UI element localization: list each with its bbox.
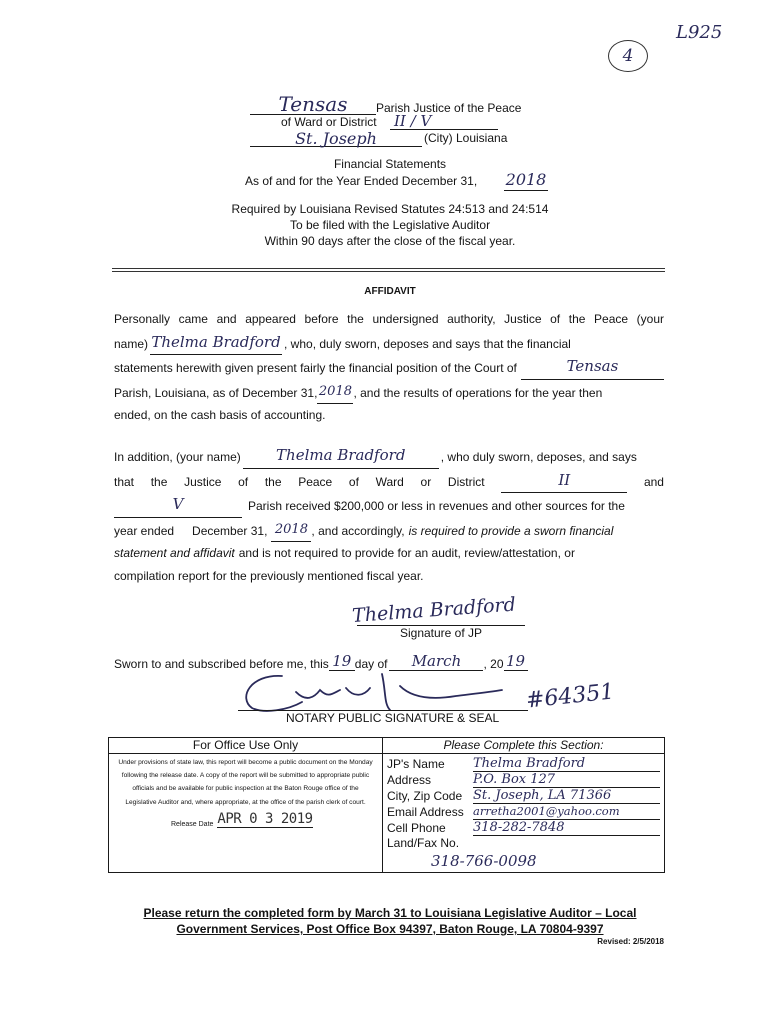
field-value: 318-282-7848: [473, 820, 660, 836]
notary-signature: [236, 668, 506, 714]
city-hw: St. Joseph: [295, 129, 377, 148]
release-row: [109, 811, 382, 828]
jp-name2-hw: Thelma Bradford: [276, 446, 406, 464]
p1-d: statements herewith given present fairly the financial position of the Court of: [114, 361, 517, 376]
notary-id: #64351: [524, 679, 616, 714]
p2-b: , who duly sworn, deposes, and says: [440, 450, 637, 464]
req-line-2: To be filed with the Legislative Auditor: [289, 218, 491, 232]
field-cell-phone: [387, 820, 660, 836]
yr-blank: [504, 652, 528, 671]
p2-line-5: [114, 542, 664, 565]
p2-and: and: [643, 474, 664, 489]
p2-line-4: [114, 518, 664, 543]
ward2-blank: [114, 493, 242, 518]
field-label: Address: [387, 772, 432, 787]
p1-b: name): [114, 336, 149, 351]
p2-word: of: [238, 474, 249, 489]
field-label: Cell Phone: [387, 820, 446, 835]
jp-name-blank: [150, 331, 282, 356]
p1-year-hw: 2018: [318, 383, 352, 399]
court-blank: [521, 355, 664, 380]
field-value: 318-766-0098: [431, 851, 537, 870]
contact-fields: [383, 754, 664, 872]
p2-word: District: [447, 474, 485, 489]
sworn-b: day of: [354, 657, 388, 671]
footer-line-1: Please return the completed form by March 31 to Louisiana Legislative Auditor – Local: [143, 906, 637, 920]
affidavit-paragraph-2: [114, 444, 664, 588]
req-line-1: Required by Louisiana Revised Statutes 24:513 and 24:514: [231, 202, 549, 216]
affidavit-title: AFFIDAVIT: [364, 286, 416, 297]
p2-word: the: [264, 474, 282, 489]
district-blank: [501, 469, 627, 494]
parish-blank: [250, 92, 376, 115]
doc-code: L925: [676, 22, 723, 43]
p2-word: Justice: [184, 474, 222, 489]
city-label: (City) Louisiana: [424, 131, 508, 145]
office-use-cell: [109, 738, 383, 873]
complete-section-title: Please Complete this Section:: [383, 738, 664, 754]
ward-blank: [390, 112, 498, 130]
court-hw: Tensas: [566, 357, 619, 376]
field-land-fax-row: [387, 852, 660, 872]
field-address: [387, 772, 660, 788]
jp-name-hw: Thelma Bradford: [151, 332, 281, 351]
field-value: arretha2001@yahoo.com: [473, 804, 660, 820]
release-label: Release Date: [171, 820, 214, 828]
p2-word: Peace: [298, 474, 333, 489]
field-city-zip: [387, 788, 660, 804]
sworn-a: Sworn to and subscribed before me, this: [114, 657, 329, 671]
jp-signature: Thelma Bradford: [351, 593, 517, 627]
fs-year-blank: [504, 170, 548, 191]
jp-signature-label: Signature of JP: [399, 626, 483, 640]
ward2-hw: V: [172, 495, 184, 514]
header-divider: [112, 268, 665, 272]
sworn-c: , 20: [483, 657, 504, 671]
p2-line-1: [114, 444, 664, 469]
office-use-text: Under provisions of state law, this report will become a public document on the Monday following the release date. A copy of the report will be submitted to appropriate public officials and be available for public inspection at the Baton Rouge office of the Legislative Auditor and, where appropriate, at the office of the parish clerk of court.: [118, 759, 373, 806]
p2-word: Ward: [375, 474, 404, 489]
field-label: Land/Fax No.: [387, 836, 460, 850]
req-line-3: Within 90 days after the close of the fiscal year.: [264, 234, 516, 248]
office-table: [108, 737, 665, 873]
p1-f: , and the results of operations for the year then: [353, 385, 603, 400]
p1-line-5: ended, on the cash basis of accounting.: [114, 408, 326, 423]
month-hw: March: [411, 652, 462, 670]
field-email: [387, 804, 660, 820]
fs-date-label: As of and for the Year Ended December 31,: [245, 174, 478, 188]
day-hw: 19: [332, 652, 352, 670]
p1-year-blank: [317, 380, 353, 405]
field-value: St. Joseph, LA 71366: [473, 788, 660, 804]
p2-g-italic: statement and affidavit: [114, 546, 235, 561]
p2-word: or: [420, 474, 432, 489]
p2-a: In addition, (your name): [114, 450, 241, 464]
p2-word: of: [348, 474, 359, 489]
release-stamp: APR 0 3 2019: [217, 810, 313, 827]
p1-e: Parish, Louisiana, as of December 31,: [114, 385, 318, 400]
p2-year-blank: [271, 518, 311, 543]
fs-year-hw: 2018: [505, 170, 547, 189]
p2-line-2: [114, 469, 664, 494]
city-blank: [250, 129, 422, 147]
p2-e: year ended: [114, 523, 175, 538]
p2-word: the: [150, 474, 168, 489]
field-label: JP's Name: [387, 756, 445, 771]
revised-date: Revised: 2/5/2018: [597, 937, 664, 946]
field-label: City, Zip Code: [387, 788, 463, 803]
ward-label: of Ward or District: [281, 115, 377, 129]
affidavit-paragraph-1: [114, 308, 664, 427]
notary-label: NOTARY PUBLIC SIGNATURE & SEAL: [286, 711, 500, 725]
p2-line-3: [114, 493, 664, 518]
p1-line-1: Personally came and appeared before the undersigned authority, Justice of the Peace (your: [114, 312, 664, 326]
p2-year-hw: 2018: [274, 521, 308, 537]
field-jp-name: [387, 756, 660, 772]
circled-number: [608, 40, 648, 72]
footer-line-2: Government Services, Post Office Box 94397, Baton Rouge, LA 70804-9397: [176, 922, 604, 936]
p1-c: , who, duly sworn, deposes and says that the financial: [284, 336, 571, 351]
p2-line-6: compilation report for the previously mentioned fiscal year.: [114, 568, 424, 583]
p1-line-2: [114, 331, 664, 356]
fs-title: Financial Statements: [333, 157, 447, 171]
field-value: Thelma Bradford: [473, 756, 660, 772]
p1-line-4: [114, 380, 664, 405]
field-value: P.O. Box 127: [473, 772, 660, 788]
parish-hw: Tensas: [278, 92, 348, 116]
jp-name2-blank: [243, 444, 439, 469]
field-label: Email Address: [387, 804, 464, 819]
p2-d: Parish received $200,000 or less in revenues and other sources for the: [248, 499, 625, 514]
field-land-fax: [387, 836, 660, 852]
p2-word: that: [114, 474, 135, 489]
yr-hw: 19: [505, 652, 526, 670]
p2-f-italic: is required to provide a sworn financial: [408, 523, 614, 538]
district-hw: II: [558, 470, 571, 489]
complete-section-cell: [383, 738, 665, 873]
p2-e2: December 31,: [192, 523, 268, 538]
p2-f: , and accordingly,: [311, 523, 405, 538]
parish-label: Parish Justice of the Peace: [376, 101, 522, 115]
p2-g: and is not required to provide for an audit, review/attestation, or: [238, 546, 575, 561]
p1-line-3: [114, 355, 664, 380]
ward-hw: II / V: [394, 112, 432, 130]
circled-number-text: 4: [622, 46, 634, 66]
office-use-title: For Office Use Only: [109, 738, 382, 754]
